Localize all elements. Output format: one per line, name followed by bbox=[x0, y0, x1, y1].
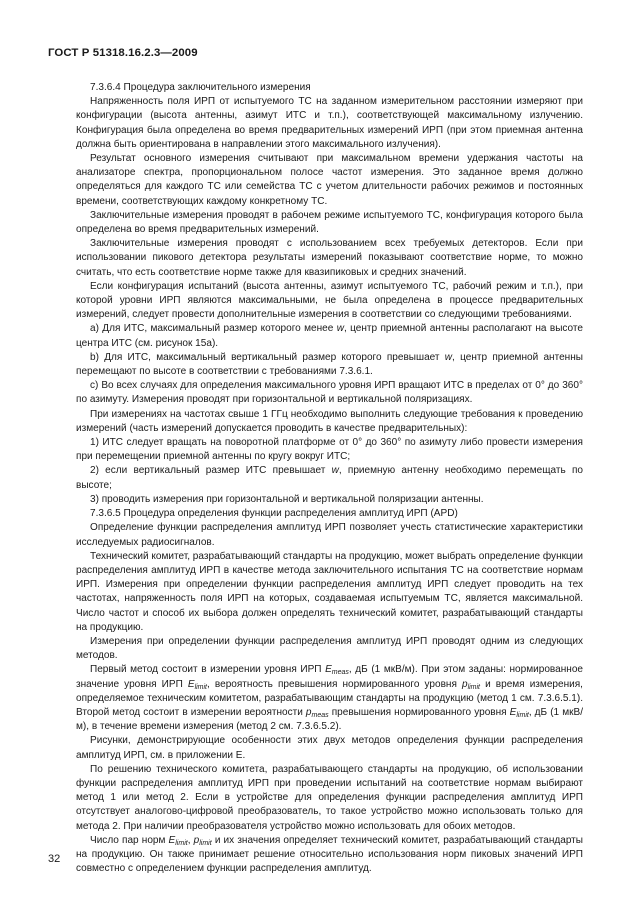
list-item-c: с) Во всех случаях для определения максимального уровня ИРП вращают ИТС в пределах от 0° до 360° по азимуту. Измерения проводят при горизонтальной и вертикальной поляризациях. bbox=[76, 380, 583, 406]
paragraph: Заключительные измерения проводят в рабочем режиме испытуемого ТС, конфигурация которого была определена во время предварительных измерений. bbox=[76, 209, 583, 236]
paragraph-methods: Первый метод состоит в измерении уровня ИРП $E_{meas}$, дБ (1 мкВ/м). При этом заданы: нормированное значение уровня ИРП $E_{limit}$, вероятность превышения нормированного уровня $p_{limit}$ и время измерения, определяемое техническим комитетом, разрабатывающим стандарты на продукцию (метод 1 см. 7.3.6.5.1). Второй метод состоит в измерении вероятности $p_{meas}$ превышения нормированного уровня $E_{limit}$, дБ (1 мкВ/м), в течение времени измерения (метод 2 см. 7.3.6.5.2). bbox=[76, 664, 584, 733]
paragraph: Рисунки, демонстрирующие особенности этих двух методов определения функции распределения амплитуд ИРП, см. в приложении Е. bbox=[76, 735, 583, 761]
list-item-3: 3) проводить измерения при горизонтальной и вертикальной поляризации антенны. bbox=[90, 493, 484, 505]
paragraph: Результат основного измерения считывают при максимальном времени удержания частоты на анализаторе спектра, пропорциональном полосе частот измерения. Это заданное время должно определяться для каждого ТС или семейства ТС с учетом длительности рабочих режимов и постоянных времени, соответствующих каждому конкретному ТС. bbox=[76, 153, 583, 207]
paragraph: Технический комитет, разрабатывающий стандарты на продукцию, может выбрать определение функции распределения амплитуд ИРП в качестве метода заключительного испытания ТС на соответствие нормам ИРП. Измерения при определении функции распределения амплитуд ИРП следует проводить на тех частотах, напряженность поля ИРП на которых, создаваемая испытуемым ТС, является максимальной. Число частот и способ их выбора должен определять технический комитет, разрабатывающий стандарты на продукцию. bbox=[76, 550, 583, 633]
page-number: 32 bbox=[48, 853, 61, 865]
paragraph: Определение функции распределения амплитуд ИРП позволяет учесть статистические характеристики исследуемых радиосигналов. bbox=[76, 522, 583, 548]
paragraph: Напряженность поля ИРП от испытуемого ТС на заданном измерительном расстоянии измеряют при конфигурации (высота антенны, азимут ИТС и т.п.), соответствующей максимальному излучению. Конфигурация была определена во время предварительных измерений ИРП (при этом приемная антенна должна быть ориентирована в направлении этого максимального излучения). bbox=[76, 96, 583, 150]
paragraph: Измерения при определении функции распределения амплитуд ИРП проводят одним из следующих методов. bbox=[76, 635, 583, 662]
paragraph: По решению технического комитета, разрабатывающего стандарты на продукцию, об использовании функции распределения амплитуд ИРП при проведении испытаний на соответствие нормам выбирают метод 1 или метод 2. Если в устройстве для определения функции распределения амплитуд ИРП отсутствует аналогово-цифровой преобразователь, то такое устройство можно использовать только для метода 2. При наличии преобразователя устройство можно использовать для обоих методов. bbox=[76, 763, 583, 832]
list-item-a: а) Для ИТС, максимальный размер которого менее w, центр приемной антенны располагают на высоте центра ИТС (см. рисунок 15а). bbox=[76, 323, 583, 349]
list-item-2: 2) если вертикальный размер ИТС превышает w, приемную антенну необходимо перемещать по высоте; bbox=[76, 465, 583, 491]
document-header: ГОСТ Р 51318.16.2.3—2009 bbox=[48, 47, 198, 59]
paragraph: При измерениях на частотах свыше 1 ГГц необходимо выполнить следующие требования к проведению измерений (часть измерений допускается проводить в качестве предварительных): bbox=[76, 408, 583, 434]
paragraph-limits: Число пар норм $E_{limit}$, $p_{limit}$ и их значения определяет технический комитет, разрабатывающий стандарты на продукцию. Он также принимает решение относительно использования норм пиковых значений ИРП совместно с определением функции распределения амплитуд. bbox=[76, 834, 584, 875]
paragraph: Заключительные измерения проводят с использованием всех требуемых детекторов. Если при использовании пикового детектора результаты измерений показывают соответствие норме, то можно считать, что есть соответствие норме также для квазипиковых и средних значений. bbox=[76, 238, 583, 278]
section-heading-7-3-6-5: 7.3.6.5 Процедура определения функции распределения амплитуд ИРП (APD) bbox=[90, 508, 458, 520]
list-item-b: b) Для ИТС, максимальный вертикальный размер которого превышает w, центр приемной антенны перемещают по высоте в соответствии с требованиями 7.3.6.1. bbox=[76, 351, 583, 378]
list-item-1: 1) ИТС следует вращать на поворотной платформе от 0° до 360° по азимуту либо провести измерения при перемещении приемной антенны по кругу вокруг ИТС; bbox=[76, 437, 583, 463]
document-body bbox=[76, 81, 583, 876]
paragraph: Если конфигурация испытаний (высота антенны, азимут испытуемого ТС, рабочий режим и т.п.), при которой уровни ИРП являются максимальными, не была определена в процессе предварительных измерений, следует провести дополнительные измерения в соответствии со следующими требованиями. bbox=[76, 280, 583, 321]
section-heading-7-3-6-4: 7.3.6.4 Процедура заключительного измерения bbox=[90, 82, 311, 93]
